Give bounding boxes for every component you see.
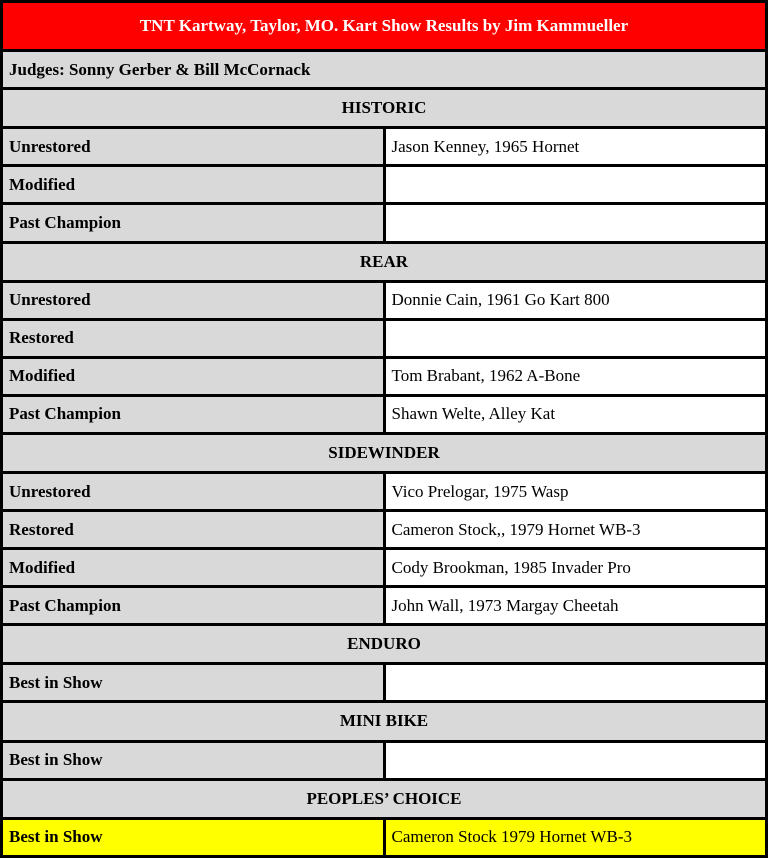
section-heading: PEOPLES’ CHOICE	[2, 779, 767, 818]
category-cell: Past Champion	[2, 395, 385, 433]
section-heading: MINI BIKE	[2, 702, 767, 741]
category-cell: Modified	[2, 549, 385, 587]
section-header-row	[2, 779, 767, 818]
table-row	[2, 357, 767, 395]
table-row	[2, 166, 767, 204]
category-cell: Unrestored	[2, 472, 385, 510]
winner-cell: Cameron Stock,, 1979 Hornet WB-3	[384, 511, 767, 549]
table-row	[2, 818, 767, 856]
category-cell: Unrestored	[2, 128, 385, 166]
category-cell: Best in Show	[2, 818, 385, 856]
winner-cell: Jason Kenney, 1965 Hornet	[384, 128, 767, 166]
page-title: TNT Kartway, Taylor, MO. Kart Show Results by Jim Kammueller	[2, 2, 767, 51]
winner-cell: Donnie Cain, 1961 Go Kart 800	[384, 281, 767, 319]
section-header-row	[2, 242, 767, 281]
table-row	[2, 128, 767, 166]
winner-cell	[384, 741, 767, 779]
category-cell: Restored	[2, 319, 385, 357]
table-row	[2, 395, 767, 433]
category-cell: Best in Show	[2, 741, 385, 779]
section-heading: ENDURO	[2, 625, 767, 664]
winner-cell: Tom Brabant, 1962 A-Bone	[384, 357, 767, 395]
section-heading: HISTORIC	[2, 89, 767, 128]
winner-cell: Vico Prelogar, 1975 Wasp	[384, 472, 767, 510]
table-row	[2, 472, 767, 510]
results-body	[2, 2, 767, 857]
category-cell: Modified	[2, 166, 385, 204]
winner-cell	[384, 204, 767, 242]
table-row	[2, 319, 767, 357]
section-heading: REAR	[2, 242, 767, 281]
table-row	[2, 204, 767, 242]
winner-cell: Shawn Welte, Alley Kat	[384, 395, 767, 433]
table-row	[2, 587, 767, 625]
table-row	[2, 549, 767, 587]
section-header-row	[2, 433, 767, 472]
section-header-row	[2, 625, 767, 664]
winner-cell: Cameron Stock 1979 Hornet WB-3	[384, 818, 767, 856]
judges-label: Judges: Sonny Gerber & Bill McCornack	[2, 51, 767, 89]
winner-cell: John Wall, 1973 Margay Cheetah	[384, 587, 767, 625]
winner-cell	[384, 166, 767, 204]
table-row	[2, 741, 767, 779]
title-row	[2, 2, 767, 51]
winner-cell: Cody Brookman, 1985 Invader Pro	[384, 549, 767, 587]
section-heading: SIDEWINDER	[2, 433, 767, 472]
judges-row	[2, 51, 767, 89]
winner-cell	[384, 664, 767, 702]
category-cell: Restored	[2, 511, 385, 549]
category-cell: Modified	[2, 357, 385, 395]
winner-cell	[384, 319, 767, 357]
category-cell: Past Champion	[2, 204, 385, 242]
category-cell: Best in Show	[2, 664, 385, 702]
table-row	[2, 664, 767, 702]
section-header-row	[2, 702, 767, 741]
category-cell: Unrestored	[2, 281, 385, 319]
category-cell: Past Champion	[2, 587, 385, 625]
table-row	[2, 511, 767, 549]
table-row	[2, 281, 767, 319]
section-header-row	[2, 89, 767, 128]
